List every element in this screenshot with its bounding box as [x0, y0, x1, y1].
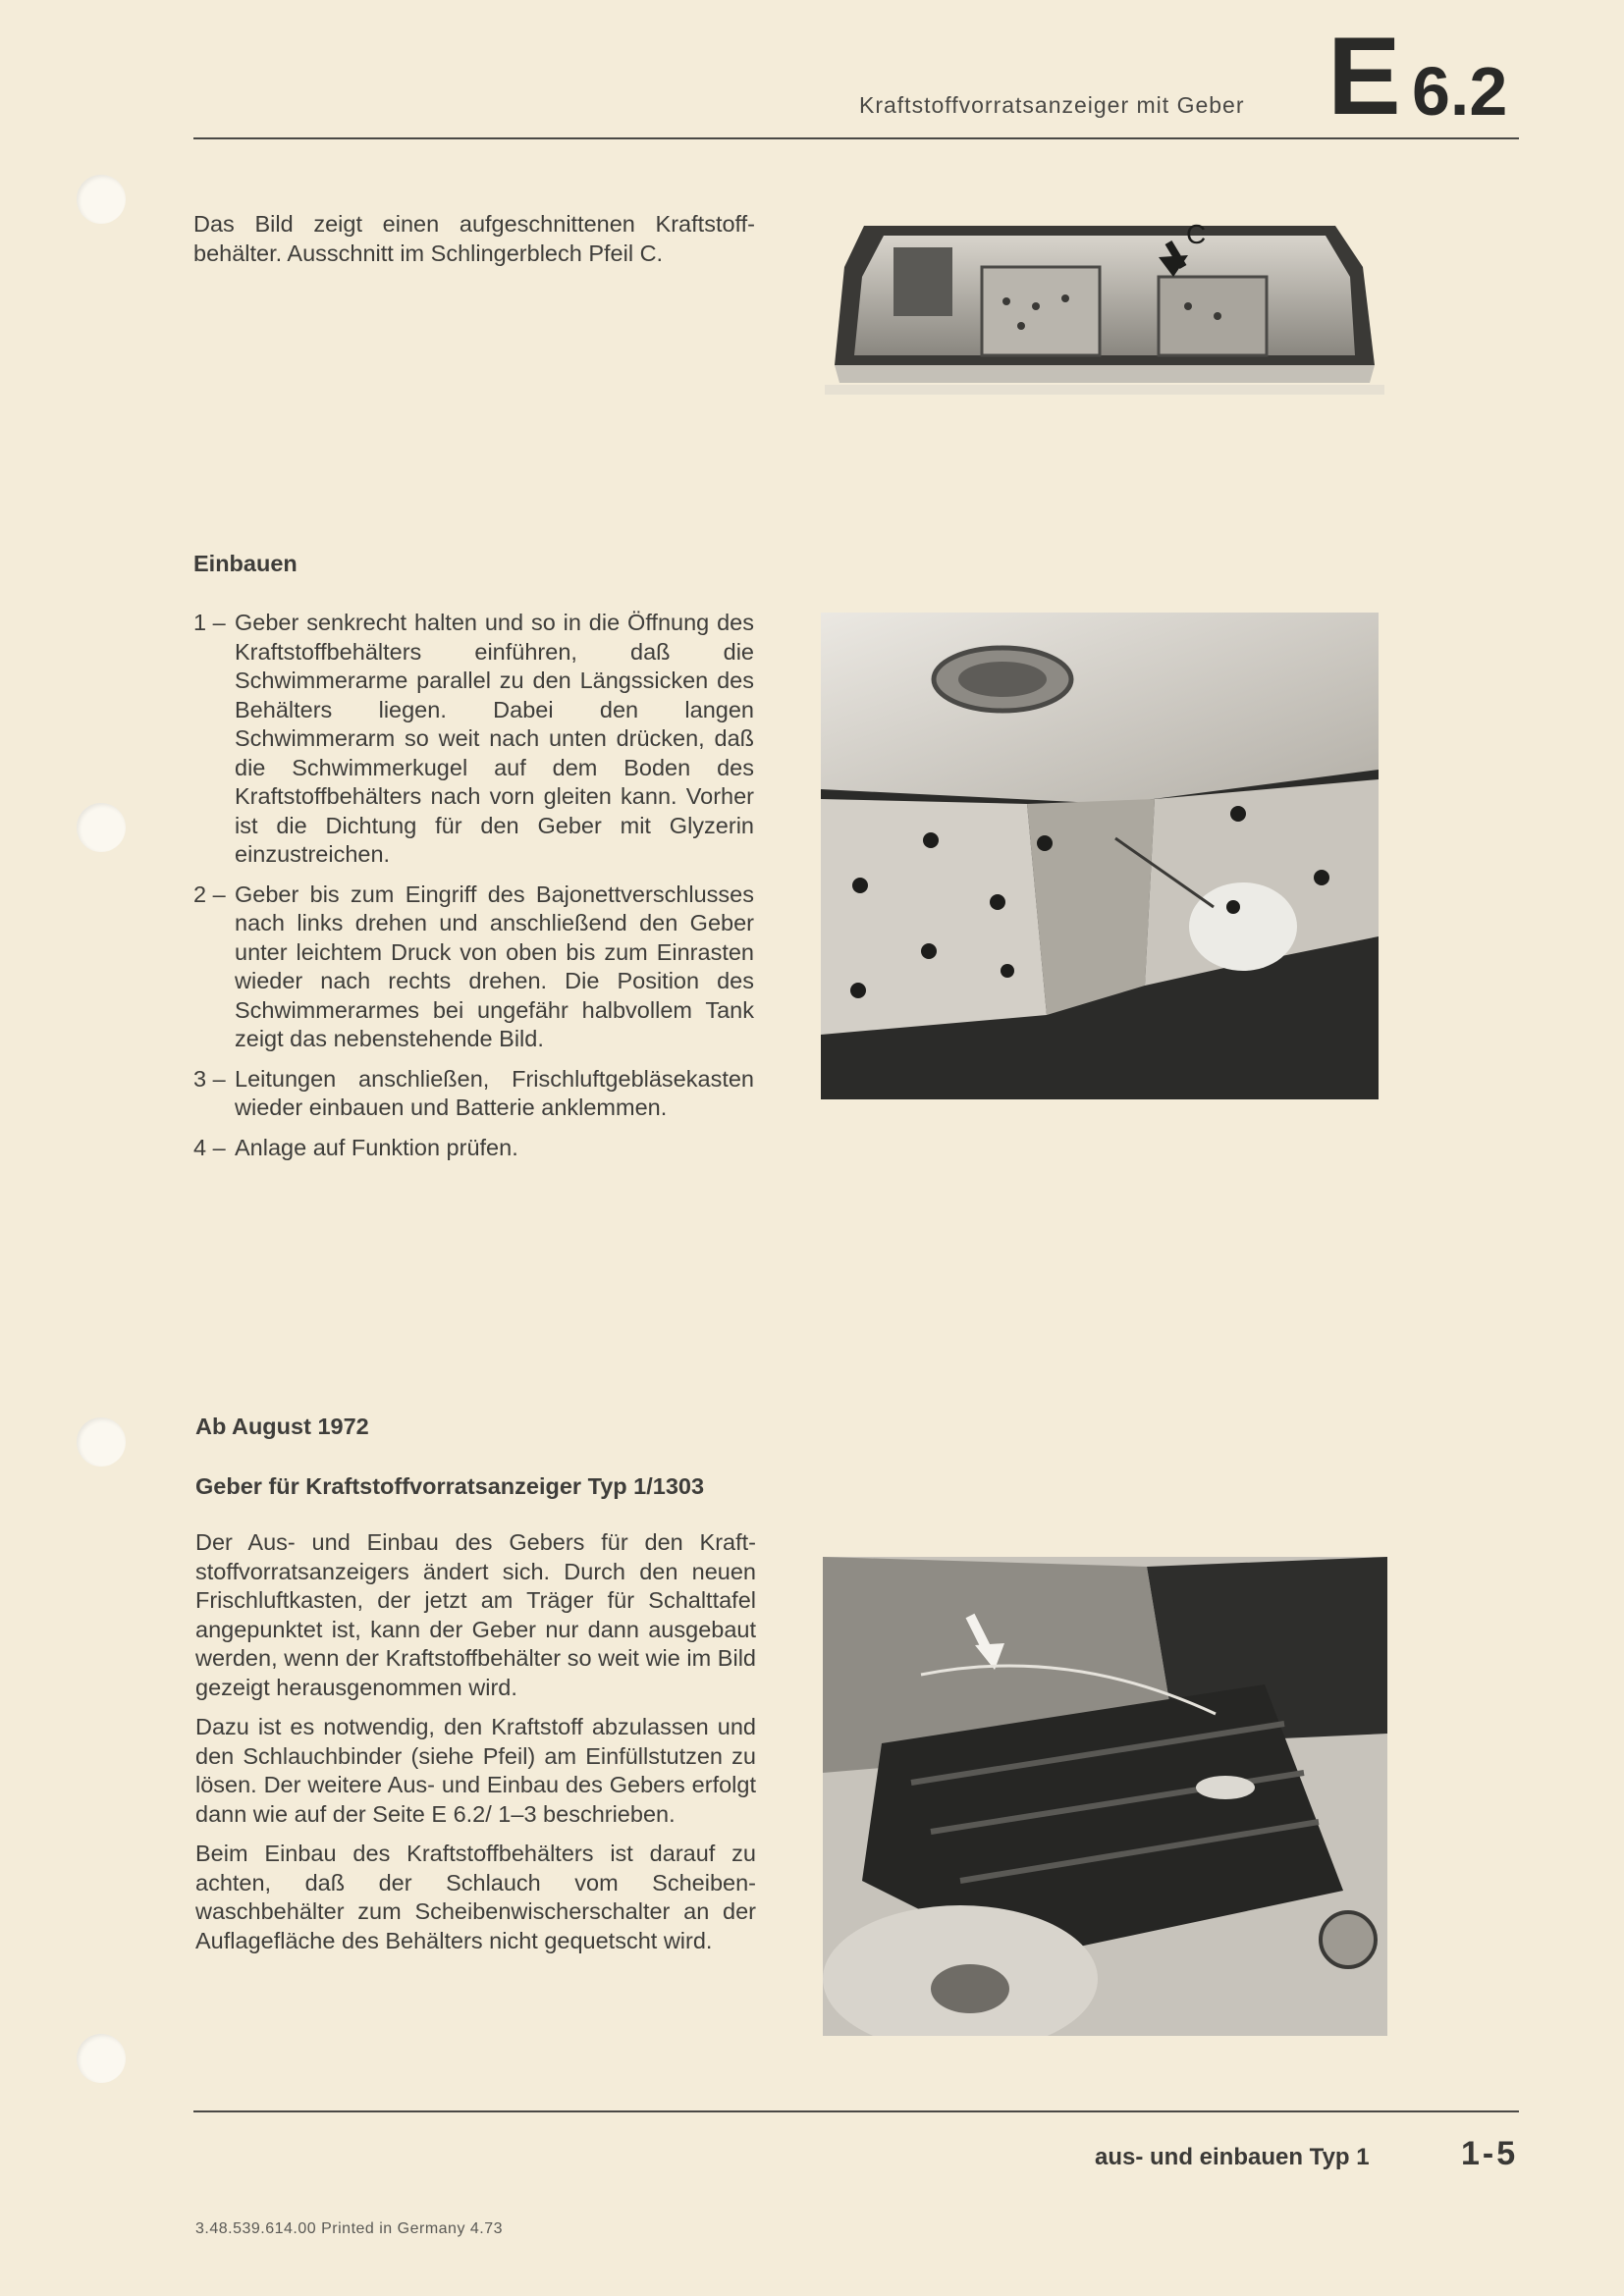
section-number: 6.2	[1412, 53, 1508, 130]
einbauen-steps	[193, 609, 754, 1173]
photo-cut-fuel-tank	[825, 208, 1384, 414]
footer-rule	[193, 2110, 1519, 2112]
print-line: 3.48.539.614.00 Printed in Germany 4.73	[195, 2220, 504, 2237]
footer-label: aus- und einbauen Typ 1	[1095, 2144, 1370, 2170]
step-4-text: Anlage auf Funktion prüfen.	[235, 1134, 518, 1160]
step-1-text: Geber senkrecht halten und so in die Öffnung des Kraftstoffbehälters einführen, daß die Schwimmerarme parallel zu den Längssicken des Behälters liegen. Dabei den langen Schwimmerarm so weit nach unten drücken, daß die Schwimmerkugel auf dem Boden des Kraftstoffbehälters nach vorn gleiten kann. Vorher ist die Dichtung für den Geber mit Glyzerin einzustreichen.	[235, 610, 754, 867]
step-1-number: 1 –	[193, 610, 226, 635]
step-3-text: Leitungen anschließen, Frischluftgebläsekasten wieder einbauen und Batterie anklemmen.	[235, 1065, 754, 1120]
intro-text: Das Bild zeigt einen aufgeschnittenen Kraftstoffbehälter. Ausschnitt im Schlingerblech Pfeil C.	[193, 211, 755, 266]
header-title: Kraftstoffvorratsanzeiger mit Geber	[859, 92, 1245, 118]
photo-label-c: C	[1186, 219, 1207, 249]
step-3-number: 3 –	[193, 1065, 226, 1092]
binder-hole-2	[77, 803, 126, 852]
step-3	[193, 1065, 754, 1123]
step-4-number: 4 –	[193, 1134, 226, 1160]
page-number: 1-5	[1461, 2135, 1519, 2172]
binder-hole-4	[77, 2034, 126, 2083]
header-rule	[193, 137, 1519, 139]
binder-hole-1	[77, 175, 126, 224]
section-letter: E	[1327, 15, 1399, 137]
august-paragraph-3: Beim Einbau des Kraftstoffbehälters ist darauf zu achten, daß der Schlauch vom Scheibenwaschbehälter zum Scheibenwischerschalter an der Auflagefläche des Behälters nicht gequetscht wird.	[195, 1841, 756, 1953]
step-1	[193, 609, 754, 870]
photo-tank-removed	[823, 1557, 1387, 2036]
heading-einbauen: Einbauen	[193, 551, 298, 576]
august-paragraph-1: Der Aus- und Einbau des Gebers für den Kraftstoffvorratsanzeigers ändert sich. Durch den neuen Frischluftkasten, der jetzt am Träger für Schalttafel angepunktet ist, kann der Geber nur dann ausgebaut werden, wenn der Kraftstoffbehälter so weit wie im Bild gezeigt herausgenommen wird.	[195, 1529, 756, 1700]
step-4	[193, 1134, 754, 1163]
heading-geber-typ: Geber für Kraftstoffvorratsanzeiger Typ 1/1303	[195, 1473, 705, 1499]
step-2-text: Geber bis zum Eingriff des Bajonettverschlusses nach links drehen und anschließend den Geber unter leichtem Druck von oben bis zum Einrasten wieder nach rechts drehen. Die Position des Schwimmerarmes bei ungefähr halbvollem Tank zeigt das nebenstehende Bild.	[235, 881, 754, 1051]
august-paragraph-2: Dazu ist es notwendig, den Kraftstoff abzulassen und den Schlauchbinder (siehe Pfeil) am Einfüllstutzen zu lösen. Der weitere Aus- und Einbau des Gebers erfolgt dann wie auf der Seite E 6.2/ 1–3 beschrieben.	[195, 1714, 756, 1827]
photo-float-arm-position	[821, 613, 1379, 1099]
august-text	[195, 1528, 756, 1955]
heading-ab-august: Ab August 1972	[195, 1414, 369, 1439]
binder-hole-3	[77, 1417, 126, 1467]
step-2	[193, 881, 754, 1054]
step-2-number: 2 –	[193, 881, 226, 907]
